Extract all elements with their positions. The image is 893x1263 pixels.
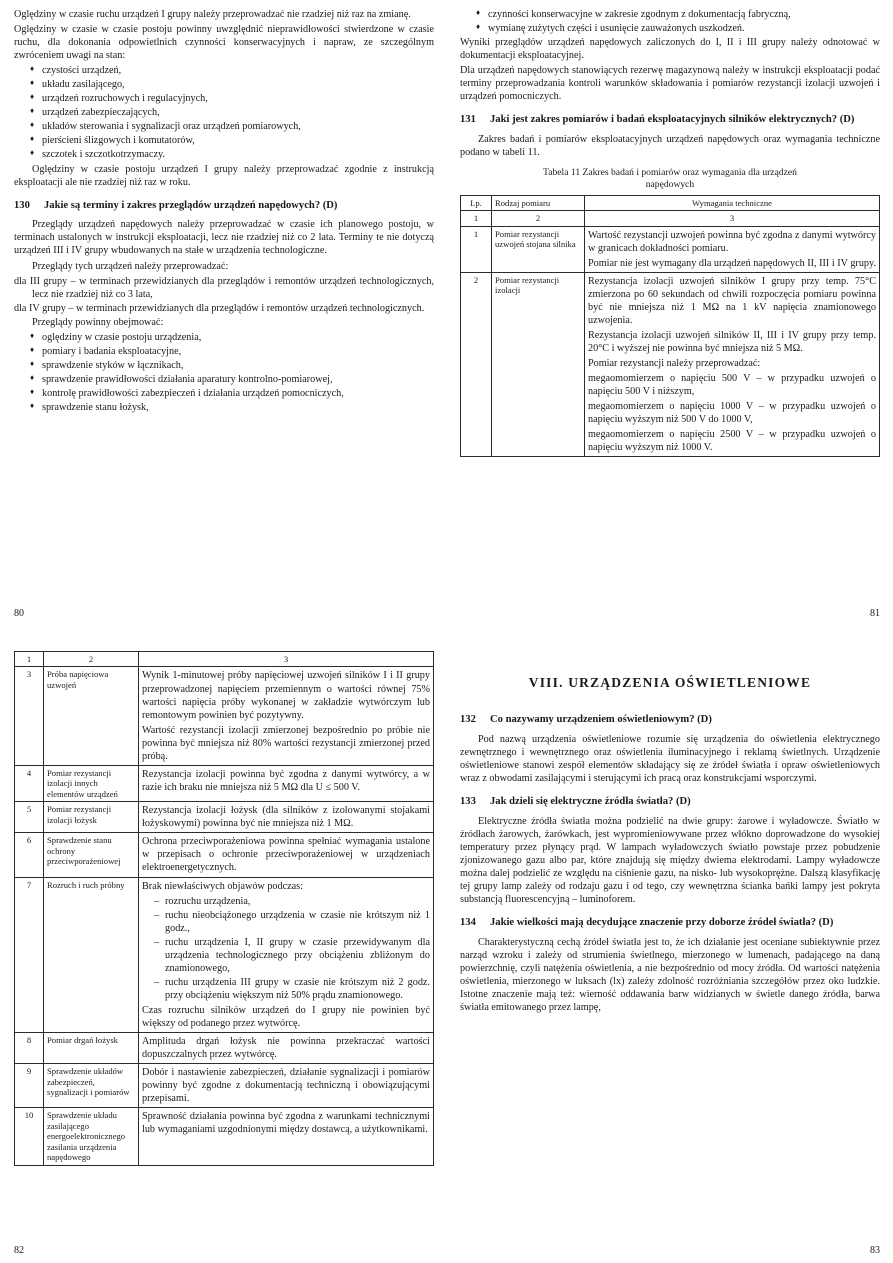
question-number: 131 [460, 114, 476, 126]
cell-lp: 8 [15, 1033, 44, 1064]
bullet-list [476, 8, 880, 35]
list-item: ♦ pomiary i badania eksploatacyjne, [30, 345, 434, 358]
question-text: Jakie wielkości mają decydujące znaczenie przy doborze źródeł światła? (D) [490, 917, 834, 929]
requirement-line: Ochrona przeciwporażeniowa powinna spełniać wymagania ustalone w przepisach o ochronie przeciwporażeniowej w urządzeniach elektroenergetycznych. [142, 836, 430, 874]
chapter-title: VIII. URZĄDZENIA OŚWIETLENIOWE [528, 675, 812, 690]
table-row [15, 1033, 434, 1064]
cell-lp: 9 [15, 1064, 44, 1108]
question-text: Co nazywamy urządzeniem oświetleniowym? (D) [490, 714, 712, 726]
cell-lp: 2 [461, 272, 492, 457]
cell-rodzaj: Pomiar drgań łożysk [44, 1033, 139, 1064]
requirement-line: Wynik 1-minutowej próby napięciowej uzwojeń silników I i II grupy przeprowadzonej napięciem przemiennym o wartości równej 75% wartości napięcia próby wykonanej w zakładzie wytwórczym lub remontowym powinien być pozytywny. [142, 670, 430, 721]
cell-rodzaj: Pomiar rezystancji izolacji innych elementów urządzeń [44, 765, 139, 801]
paragraph: Pod nazwą urządzenia oświetleniowe rozumie się urządzenia do oświetlenia elektrycznego zewnętrznego i wewnętrznego oraz oświetlenia iluminacyjnego i reklamą świetlnych. Urządzenie oświetleniowe stanowi zespół elementów składający się ze źródeł światła i opraw oświetleniowych wraz z obwodami zasilającymi i sterującymi ich pracą oraz konstrukcjami wsporczymi. [460, 734, 880, 785]
cell-wymagania [139, 765, 434, 801]
table-caption-line-2: napędowych [645, 179, 695, 191]
paragraph: Elektryczne źródła światła można podzielić na dwie grupy: żarowe i wyładowcze. Światło w źródłach żarowych, żarówkach, jest wypromieniowywane przez włókno doprowadzone do wysokiej temperatury przez płynący prąd. W lampach wyładowczych światło powstaje przez pobudzenie zjonizowanego gazu albo par, które znajdują się między dwiema elektrodami. Lampy wyładowcze można dalej podzielić ze względu na ciśnienie gazu, na nisko- lub wysokoprężne. Dalszą klasyfikację tej grupy lamp zależy od rodzaju gazu i od tego, czy wewnętrzna ścianka bańki lampy jest pokryta substancją fluorescencyjną – luminoforem. [460, 815, 880, 906]
requirement-line: megaomomierzem o napięciu 500 V – w przypadku uzwojeń o napięciu 500 V i niższym, [588, 373, 876, 398]
list-item: – ruchu urządzenia I, II grupy w czasie przewidywanym dla urządzenia technologicznego przy obciążeniu zbliżonym do znamionowego, [154, 936, 430, 975]
list-item: ♦ układów sterowania i sygnalizacji oraz urządzeń pomiarowych, [30, 120, 434, 133]
cell-rodzaj: Próba napięciowa uzwojeń [44, 667, 139, 765]
page-number: 81 [870, 608, 880, 619]
paragraph: Wyniki przeglądów urządzeń napędowych zaliczonych do I, II i III grupy należy odnotować w dokumentacji eksploatacyjnej. [460, 37, 880, 62]
cell-rodzaj: Sprawdzenie stanu ochrony przeciwporażeniowej [44, 833, 139, 877]
colnum-3: 3 [585, 211, 880, 226]
cell-lp: 5 [15, 802, 44, 833]
cell-rodzaj: Pomiar rezystancji uzwojeń stojana silnika [492, 226, 585, 272]
table-row [15, 667, 434, 765]
cell-rodzaj: Sprawdzenie układu zasilającego energoelektronicznego zasilania urządzenia napędowego [44, 1108, 139, 1165]
requirement-line: megaomomierzem o napięciu 2500 V – w przypadku uzwojeń o napięciu wyższym niż 1000 V. [588, 429, 876, 454]
list-item: ♦ urządzeń rozruchowych i regulacyjnych, [30, 92, 434, 105]
hanging-item: dla IV grupy – w terminach przewidzianych dla przeglądów i remontów urządzeń technologicznych. [14, 302, 425, 314]
question-text: Jakie są terminy i zakres przeglądów urządzeń napędowych? (D) [44, 199, 338, 211]
cell-wymagania [139, 1033, 434, 1064]
list-item: – rozruchu urządzenia, [154, 895, 430, 908]
cell-wymagania [139, 667, 434, 765]
page-number: 82 [14, 1245, 24, 1256]
requirement-line: Wartość rezystancji izolacji zmierzonej bezpośrednio po próbie nie powinna być mniejsza niż 80% wartości rezystancji zmierzonej przed próbą. [142, 724, 430, 762]
colnum-1: 1 [15, 652, 44, 667]
cell-rodzaj: Sprawdzenie układów zabezpieczeń, sygnalizacji i pomiarów [44, 1064, 139, 1108]
paragraph: Oględziny w czasie postoju urządzeń I grupy należy przeprowadzać zgodnie z instrukcją eksploatacji ale nie rzadziej niż raz w roku. [14, 163, 434, 188]
question-text: Jaki jest zakres pomiarów i badań eksploatacyjnych silników elektrycznych? (D) [490, 114, 855, 126]
cell-wymagania [139, 1108, 434, 1165]
list-item: – ruchu urządzenia III grupy w czasie nie krótszym niż 2 godz. przy obciążeniu większym niż 50% prądu znamionowego. [154, 976, 430, 1002]
requirement-line: Rezystancja izolacji uzwojeń silników II, III i IV grupy przy temp. 20°C i wyższej nie powinna być mniejsza niż 5 MΩ. [588, 330, 876, 355]
requirement-line: Rezystancja izolacji uzwojeń silników I grupy przy temp. 75°C zmierzona po 60 sekundach od chwili rozpoczęcia pomiaru powinna być nie mniejsza niż 1 MΩ na 1 kV napięcia znamionowego uzwojenia. [588, 275, 876, 326]
question-number: 133 [460, 796, 476, 808]
paragraph: Oględziny w czasie w czasie postoju powinny uwzględnić nieprawidłowości stwierdzone w czasie ruchu, dla dokonania odpowietlnich czynności konserwacyjnych i napraw, ze szczególnym zwróceniem uwagi na stan: [14, 24, 434, 62]
requirement-line: Wartość rezystancji uzwojeń powinna być zgodna z danymi wytwórcy w granicach dokładności pomiaru. [588, 229, 876, 254]
header-wymagania: Wymagania techniczne [585, 195, 880, 210]
cell-wymagania [139, 802, 434, 833]
requirement-line: Sprawność działania powinna być zgodna z warunkami technicznymi lub wymaganiami uzgodnionymi między dostawcą, a użytkownikami. [142, 1111, 430, 1136]
cell-rodzaj: Pomiar rezystancji izolacji łożysk [44, 802, 139, 833]
question-131 [460, 113, 880, 127]
header-lp: Lp. [461, 195, 492, 210]
table-number-row [15, 652, 434, 667]
question-134 [460, 916, 880, 930]
list-item: ♦ szczotek i szczotkotrzymaczy. [30, 148, 434, 161]
question-number: 130 [14, 199, 30, 211]
cell-wymagania [585, 226, 880, 272]
table-header-row [461, 195, 880, 210]
table-row [15, 802, 434, 833]
question-130 [14, 199, 434, 213]
page-number: 83 [870, 1245, 880, 1256]
colnum-2: 2 [492, 211, 585, 226]
paragraph: Zakres badań i pomiarów eksploatacyjnych urządzeń napędowych oraz wymagania techniczne podano w tabeli 11. [460, 134, 880, 159]
requirement-line: Pomiar rezystancji należy przeprowadzać: [588, 358, 761, 370]
list-item: ♦ oględziny w czasie postoju urządzenia, [30, 331, 434, 344]
cell-lp: 10 [15, 1108, 44, 1165]
cell-wymagania [139, 877, 434, 1033]
list-item: ♦ czystości urządzeń, [30, 64, 434, 77]
page-83 [460, 648, 880, 1258]
paragraph: Przeglądy powinny obejmować: [32, 316, 164, 328]
cell-lp: 6 [15, 833, 44, 877]
requirement-line: Rezystancja izolacji powinna być zgodna z danymi wytwórcy, a w razie ich braku nie mniejsza niż 5 MΩ dla U ≤ 500 V. [142, 768, 430, 793]
list-item: ♦ kontrolę prawidłowości zabezpieczeń i działania urządzeń pomocniczych, [30, 387, 434, 400]
list-item: ♦ urządzeń zabezpieczających, [30, 106, 434, 119]
cell-rodzaj: Rozruch i ruch próbny [44, 877, 139, 1033]
requirement-line: Rezystancja izolacji łożysk (dla silników z izolowanymi stojakami łożyskowymi) powinna być nie mniejsza niż 1 MΩ. [142, 805, 430, 830]
question-132 [460, 713, 880, 727]
dash-list [154, 895, 430, 1002]
question-number: 134 [460, 917, 476, 929]
table-number-row [461, 211, 880, 226]
cell-lp: 3 [15, 667, 44, 765]
paragraph: Przeglądy tych urządzeń należy przeprowadzać: [32, 260, 229, 272]
bullet-list [30, 331, 434, 414]
table-row [15, 833, 434, 877]
list-item: ♦ sprawdzenie prawidłowości działania aparatury kontrolno-pomiarowej, [30, 373, 434, 386]
list-item: ♦ sprawdzenie stanu łożysk, [30, 401, 434, 414]
question-text: Jak dzieli się elektryczne źródła światła? (D) [490, 796, 691, 808]
list-item: ♦ wymianę zużytych części i usunięcie zauważonych uszkodzeń. [476, 22, 880, 35]
table-row [15, 877, 434, 1033]
cell-lp: 4 [15, 765, 44, 801]
table-11 [460, 195, 880, 458]
table-row [461, 226, 880, 272]
list-item: ♦ czynności konserwacyjne w zakresie zgodnym z dokumentacją fabryczną, [476, 8, 880, 21]
requirement-line: Amplituda drgań łożysk nie powinna przekraczać wartości dopuszczalnych przez wytwórcę. [142, 1036, 430, 1061]
cell-rodzaj: Pomiar rezystancji izolacji [492, 272, 585, 457]
colnum-1: 1 [461, 211, 492, 226]
table-row [15, 765, 434, 801]
requirement-line: Pomiar nie jest wymagany dla urządzeń napędowych II, III i IV grupy. [588, 257, 876, 269]
page-number: 80 [14, 608, 24, 619]
list-item: ♦ sprawdzenie styków w łącznikach, [30, 359, 434, 372]
requirement-line: Brak niewłaściwych objawów podczas: [142, 880, 303, 892]
requirement-line: Czas rozruchu silników urządzeń do I grupy nie powinien być większy od podanego przez wytwórcę. [142, 1004, 430, 1029]
paragraph: Oględziny w czasie ruchu urządzeń I grupy należy przeprowadzać nie rzadziej niż raz na zmianę. [14, 9, 411, 20]
page-82 [14, 648, 434, 1258]
page-80 [14, 8, 434, 638]
table-row [15, 1108, 434, 1165]
list-item: ♦ pierścieni ślizgowych i komutatorów, [30, 134, 434, 147]
cell-wymagania [139, 833, 434, 877]
paragraph: Przeglądy urządzeń napędowych należy przeprowadzać w czasie ich planowego postoju, w terminach ustalonych w instrukcji eksploatacji, lecz nie rzadziej niż co 2 lata. Terminy te nie dotyczą urządzeń III i IV grupy wbudowanych na stałe w urządzenia technologiczne. [14, 219, 434, 257]
page-81 [460, 8, 880, 638]
table-row [15, 1064, 434, 1108]
table-row [461, 272, 880, 457]
cell-wymagania [139, 1064, 434, 1108]
header-rodzaj: Rodzaj pomiaru [492, 195, 585, 210]
question-number: 132 [460, 714, 476, 726]
list-item: ♦ układu zasilającego, [30, 78, 434, 91]
paragraph: Dla urządzeń napędowych stanowiących rezerwę magazynową należy w instrukcji eksploatacji podać terminy przeprowadzania kontroli warunków składowania i pomiarów rezystancji izolacji uzwojeń i urządzeń pomocniczych. [460, 65, 880, 103]
question-133 [460, 795, 880, 809]
bullet-list [30, 64, 434, 161]
requirement-line: Dobór i nastawienie zabezpieczeń, działanie sygnalizacji i pomiarów powinny być zgodne z dokumentacją techniczną i obowiązującymi przepisami. [142, 1067, 430, 1105]
cell-lp: 7 [15, 877, 44, 1033]
colnum-3: 3 [139, 652, 434, 667]
colnum-2: 2 [44, 652, 139, 667]
cell-wymagania [585, 272, 880, 457]
list-item: – ruchu nieobciążonego urządzenia w czasie nie krótszym niż 1 godz., [154, 909, 430, 935]
cell-lp: 1 [461, 226, 492, 272]
hanging-item: dla III grupy – w terminach przewidzianych dla przeglądów i remontów urządzeń technologicznych, lecz nie rzadziej niż co 3 lata, [14, 275, 434, 300]
requirement-line: megaomomierzem o napięciu 1000 V – w przypadku uzwojeń o napięciu wyższym niż 500 V do 1000 V, [588, 401, 876, 426]
paragraph: Charakterystyczną cechą źródeł światła jest to, że ich działanie jest oceniane subiektywnie przez narząd wzroku i zależy od strumienia świetlnego, mierzonego w lumenach, padającego na daną powierzchnię, czyli natężenia oświetlenia, a nie bezpośrednio od mocy źródła. Od wartości natężenia oświetlenia, mierzonego w luksach (lx) zależy zdolność rozróżniania szczegółów przez oko ludzkie. Istotne znaczenie mają też: wierność oddawania barw widzianych w świetle danego źródła, barwa światła emitowanego przez lampę, [460, 937, 880, 1014]
table-caption-line-1: Tabela 11 Zakres badań i pomiarów oraz wymagania dla urządzeń [543, 167, 797, 179]
table-11-continued [14, 651, 434, 1166]
